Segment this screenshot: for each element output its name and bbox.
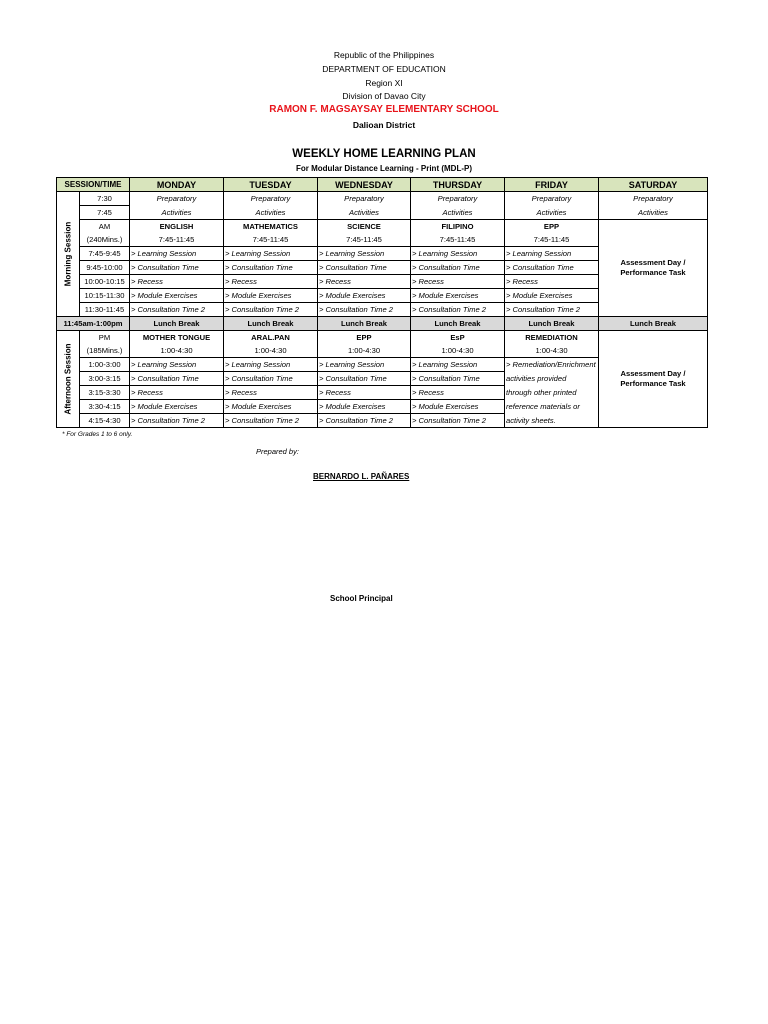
- am-subject-friday: EPP: [505, 220, 599, 234]
- pm-time-5: 4:15-4:30: [80, 414, 130, 428]
- pm-activity-cell: > Recess: [318, 386, 411, 400]
- prep-monday-2: Activities: [130, 206, 224, 220]
- pm-block-friday: 1:00-4:30: [505, 344, 599, 358]
- col-header-tuesday: TUESDAY: [224, 178, 318, 192]
- table-row: [57, 192, 708, 206]
- am-activity-cell: > Recess: [318, 275, 411, 289]
- pm-block-wednesday: 1:00-4:30: [318, 344, 411, 358]
- prepared-by-label: Prepared by:: [256, 447, 299, 456]
- footnote: * For Grades 1 to 6 only.: [62, 431, 133, 438]
- am-time-2: 9:45-10:00: [80, 261, 130, 275]
- am-activity-cell: > Consultation Time 2: [130, 303, 224, 317]
- pm-time-1: 1:00-3:00: [80, 358, 130, 372]
- preparer-position: School Principal: [330, 594, 393, 603]
- lunch-row: [57, 317, 708, 331]
- pm-block-monday: 1:00-4:30: [130, 344, 224, 358]
- col-header-session-time: SESSION/TIME: [57, 178, 130, 192]
- pm-activity-cell: > Recess: [130, 386, 224, 400]
- am-activity-cell: > Module Exercises: [130, 289, 224, 303]
- school-name: RAMON F. MAGSAYSAY ELEMENTARY SCHOOL: [269, 104, 499, 115]
- pm-label: PM: [80, 331, 130, 345]
- am-activity-cell: > Consultation Time: [318, 261, 411, 275]
- pm-time-2: 3:00-3:15: [80, 372, 130, 386]
- prep-friday-1: Preparatory: [505, 192, 599, 206]
- am-activity-cell: > Consultation Time 2: [505, 303, 599, 317]
- pm-activity-cell: > Learning Session: [130, 358, 224, 372]
- pm-subject-friday: REMEDIATION: [505, 331, 599, 345]
- am-block-wednesday: 7:45-11:45: [318, 233, 411, 247]
- pm-activity-cell: > Learning Session: [224, 358, 318, 372]
- am-block-monday: 7:45-11:45: [130, 233, 224, 247]
- col-header-monday: MONDAY: [130, 178, 224, 192]
- col-header-wednesday: WEDNESDAY: [318, 178, 411, 192]
- morning-session-label: Morning Session: [63, 221, 73, 287]
- pm-activity-cell: > Module Exercises: [411, 400, 505, 414]
- header-line-division: Division of Davao City: [342, 91, 426, 101]
- morning-session-label-cell: [57, 192, 80, 317]
- am-minutes: (240Mins.): [80, 233, 130, 247]
- header-line-republic: Republic of the Philippines: [333, 50, 435, 60]
- remediation-line: activity sheets.: [505, 414, 599, 428]
- pm-activity-cell: > Module Exercises: [224, 400, 318, 414]
- pm-subject-thursday: EsP: [411, 331, 505, 345]
- lunch-cell: Lunch Break: [599, 317, 708, 331]
- table-row: [57, 206, 708, 220]
- afternoon-session-label: Afternoon Session: [63, 343, 73, 415]
- am-label: AM: [80, 220, 130, 234]
- header-line-deped: DEPARTMENT OF EDUCATION: [322, 64, 446, 74]
- am-time-3: 10:00-10:15: [80, 275, 130, 289]
- am-activity-cell: > Learning Session: [505, 247, 599, 261]
- col-header-thursday: THURSDAY: [411, 178, 505, 192]
- prep-friday-2: Activities: [505, 206, 599, 220]
- prep-monday-1: Preparatory: [130, 192, 224, 206]
- am-subject-thursday: FILIPINO: [411, 220, 505, 234]
- pm-block-thursday: 1:00-4:30: [411, 344, 505, 358]
- table-row: [57, 220, 708, 234]
- lunch-cell: Lunch Break: [130, 317, 224, 331]
- table-header-row: [57, 178, 708, 192]
- am-block-tuesday: 7:45-11:45: [224, 233, 318, 247]
- prep-time-2: 7:45: [80, 206, 130, 220]
- lunch-cell: Lunch Break: [318, 317, 411, 331]
- am-activity-cell: > Recess: [411, 275, 505, 289]
- prep-tuesday-1: Preparatory: [224, 192, 318, 206]
- pm-subject-monday: MOTHER TONGUE: [130, 331, 224, 345]
- preparer-name: BERNARDO L. PAÑARES: [313, 472, 410, 481]
- am-activity-cell: > Consultation Time: [130, 261, 224, 275]
- am-activity-cell: > Module Exercises: [318, 289, 411, 303]
- pm-activity-cell: > Consultation Time: [411, 372, 505, 386]
- am-activity-cell: > Consultation Time: [505, 261, 599, 275]
- am-activity-cell: > Learning Session: [411, 247, 505, 261]
- am-time-1: 7:45-9:45: [80, 247, 130, 261]
- am-activity-cell: > Consultation Time: [224, 261, 318, 275]
- pm-activity-cell: > Learning Session: [318, 358, 411, 372]
- am-activity-cell: > Recess: [224, 275, 318, 289]
- am-activity-cell: > Learning Session: [318, 247, 411, 261]
- pm-subject-wednesday: EPP: [318, 331, 411, 345]
- lunch-time: 11:45am-1:00pm: [57, 317, 130, 331]
- am-activity-cell: > Consultation Time 2: [411, 303, 505, 317]
- remediation-line: reference materials or: [505, 400, 599, 414]
- pm-minutes: (185Mins.): [80, 344, 130, 358]
- am-subject-tuesday: MATHEMATICS: [224, 220, 318, 234]
- learning-plan-table: [56, 177, 708, 428]
- pm-activity-cell: > Consultation Time: [224, 372, 318, 386]
- am-subject-wednesday: SCIENCE: [318, 220, 411, 234]
- am-time-4: 10:15-11:30: [80, 289, 130, 303]
- pm-assessment-cell: Assessment Day / Performance Task: [599, 331, 708, 428]
- pm-activity-cell: > Module Exercises: [130, 400, 224, 414]
- prep-saturday-2: Activities: [599, 206, 708, 220]
- pm-activity-cell: > Consultation Time: [130, 372, 224, 386]
- pm-subject-tuesday: ARAL.PAN: [224, 331, 318, 345]
- pm-activity-cell: > Consultation Time: [318, 372, 411, 386]
- prep-tuesday-2: Activities: [224, 206, 318, 220]
- pm-activity-cell: > Consultation Time 2: [130, 414, 224, 428]
- prep-thursday-2: Activities: [411, 206, 505, 220]
- pm-activity-cell: > Consultation Time 2: [318, 414, 411, 428]
- am-activity-cell: > Consultation Time 2: [224, 303, 318, 317]
- am-assessment-cell: Assessment Day / Performance Task: [599, 220, 708, 317]
- lunch-cell: Lunch Break: [505, 317, 599, 331]
- pm-activity-cell: > Consultation Time 2: [224, 414, 318, 428]
- district-name: Dalioan District: [352, 120, 416, 130]
- col-header-saturday: SATURDAY: [599, 178, 708, 192]
- remediation-line: through other printed: [505, 386, 599, 400]
- pm-activity-cell: > Consultation Time 2: [411, 414, 505, 428]
- prep-wednesday-1: Preparatory: [318, 192, 411, 206]
- am-activity-cell: > Module Exercises: [505, 289, 599, 303]
- prep-time-1: 7:30: [80, 192, 130, 206]
- remediation-line: activities provided: [505, 372, 599, 386]
- am-activity-cell: > Consultation Time 2: [318, 303, 411, 317]
- am-block-thursday: 7:45-11:45: [411, 233, 505, 247]
- lunch-cell: Lunch Break: [411, 317, 505, 331]
- am-block-friday: 7:45-11:45: [505, 233, 599, 247]
- page-title: WEEKLY HOME LEARNING PLAN: [292, 148, 476, 160]
- prep-wednesday-2: Activities: [318, 206, 411, 220]
- afternoon-session-label-cell: [57, 331, 80, 428]
- am-activity-cell: > Consultation Time: [411, 261, 505, 275]
- table-row: [57, 331, 708, 345]
- header-line-region: Region XI: [365, 78, 403, 88]
- prep-saturday-1: Preparatory: [599, 192, 708, 206]
- am-activity-cell: > Module Exercises: [224, 289, 318, 303]
- am-subject-monday: ENGLISH: [130, 220, 224, 234]
- am-activity-cell: > Learning Session: [224, 247, 318, 261]
- remediation-line: > Remediation/Enrichment: [505, 358, 599, 372]
- pm-activity-cell: > Module Exercises: [318, 400, 411, 414]
- pm-time-3: 3:15-3:30: [80, 386, 130, 400]
- am-activity-cell: > Recess: [505, 275, 599, 289]
- am-time-5: 11:30-11:45: [80, 303, 130, 317]
- col-header-friday: FRIDAY: [505, 178, 599, 192]
- pm-block-tuesday: 1:00-4:30: [224, 344, 318, 358]
- lunch-cell: Lunch Break: [224, 317, 318, 331]
- am-activity-cell: > Learning Session: [130, 247, 224, 261]
- pm-activity-cell: > Recess: [224, 386, 318, 400]
- prep-thursday-1: Preparatory: [411, 192, 505, 206]
- pm-activity-cell: > Recess: [411, 386, 505, 400]
- page-subtitle: For Modular Distance Learning - Print (MDL-P): [295, 164, 472, 173]
- am-activity-cell: > Recess: [130, 275, 224, 289]
- am-activity-cell: > Module Exercises: [411, 289, 505, 303]
- pm-time-4: 3:30-4:15: [80, 400, 130, 414]
- pm-activity-cell: > Learning Session: [411, 358, 505, 372]
